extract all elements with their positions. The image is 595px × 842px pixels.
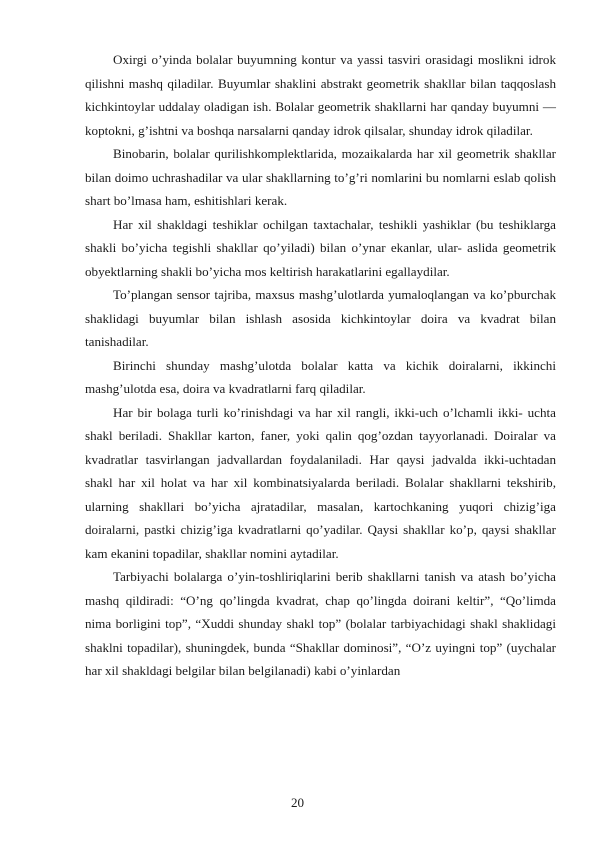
page-number: 20: [290, 795, 305, 810]
paragraph-7: Tarbiyachi bolalarga o’yin-toshliriqlarini berib shakllarni tanish va atash bo’yicha mashq qildiradi: “O’ng qo’lingda kvadrat, chap qo’lingda doirani keltir”, “Qo’limda nima borligini top”, “Xuddi shunday shakl top” (bolalar tarbiyachidagi shakl shaklidagi shaklni topadilar), shuningdek, bunda “Shakllar dominosi”, “O’z uyingni top” (uychalar har xil shakldagi belgilar bilan belgilanadi) kabi o’yinlardan: [85, 569, 556, 678]
paragraph-1: Oxirgi o’yinda bolalar buyumning kontur va yassi tasviri orasidagi moslikni idrok qilishni mashq qiladilar. Buyumlar shaklini abstrakt geometrik shakllar bilan taqqoslash kichkintoylar uddalay oladigan ish. Bolalar geometrik shakllarni har qanday buyumni — koptokni, g’ishtni va boshqa narsalarni qanday idrok qilsalar, shunday idrok qiladilar.: [85, 52, 556, 138]
paragraph-4: To’plangan sensor tajriba, maxsus mashg’ulotlarda yumaloqlangan va ko’pburchak shaklidagi buyumlar bilan ishlash asosida kichkintoylar doira va kvadrat bilan tanishadilar.: [85, 287, 556, 349]
paragraph-6: Har bir bolaga turli ko’rinishdagi va har xil rangli, ikki-uch o’lchamli ikki- uchta shakl beriladi. Shakllar karton, faner, yoki qalin qog’ozdan tayyorlanadi. Doiralar va kvadratlar tasvirlangan jadvallardan foydalaniladi. Har qaysi jadvalda ikki-uchtadan shakl har xil holat va har xil kombinatsiyalarda beriladi. Bolalar shakllarni tekshirib, ularning shakllari bo’yicha ajratadilar, masalan, kartochkaning yuqori chizig’iga doiralarni, pastki chizig’iga kvadratlarni qo’yadilar. Qaysi shakllar ko’p, qaysi shakllar kam ekanini topadilar, shakllar nomini aytadilar.: [85, 404, 556, 561]
paragraph-5: Birinchi shunday mashg’ulotda bolalar katta va kichik doiralarni, ikkinchi mashg’ulotda esa, doira va kvadratlarni farq qiladilar.: [85, 357, 556, 396]
document-body: [85, 48, 556, 683]
paragraph-2: Binobarin, bolalar qurilishkomplektlarida, mozaikalarda har xil geometrik shakllar bilan doimo uchrashadilar va ular shakllarning to’g’ri nomlarini bu nomlarni eslab qolish shart bo’lmasa ham, eshitishlari kerak.: [85, 146, 556, 208]
paragraph-3: Har xil shakldagi teshiklar ochilgan taxtachalar, teshikli yashiklar (bu teshiklarga shakli bo’yicha tegishli shakllar qo’yiladi) bilan o’ynar ekanlar, ular- aslida geometrik obyektlarning shakli bo’yicha mos keltirish harakatlarini egallaydilar.: [85, 216, 556, 279]
